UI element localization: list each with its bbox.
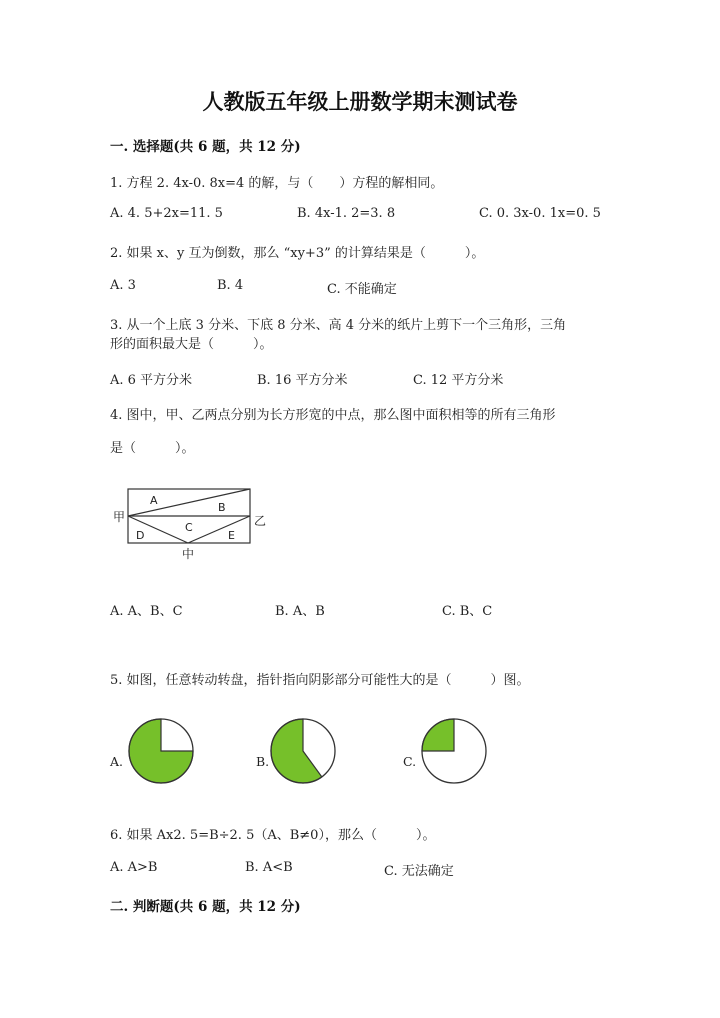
question-3-option-a[interactable]: A. 6 平方分米: [110, 373, 193, 388]
question-4-option-c[interactable]: C. B、C: [442, 604, 493, 619]
question-1-text: 1. 方程 2. 4x-0. 8x=4 的解，与（ ）方程的解相同。: [110, 176, 444, 191]
question-3-option-c[interactable]: C. 12 平方分米: [413, 373, 504, 388]
label-yi: 乙: [254, 514, 267, 528]
question-6-option-a[interactable]: A. A>B: [110, 860, 158, 875]
section-heading-judgement: 二. 判断题(共 6 题，共 12 分): [110, 899, 301, 915]
figure-right-slant: [188, 516, 250, 543]
question-4-text-line1: 4. 图中，甲、乙两点分别为长方形宽的中点，那么图中面积相等的所有三角形: [110, 408, 556, 423]
question-1-option-b[interactable]: B. 4x-1. 2=3. 8: [297, 206, 396, 221]
question-2-option-c[interactable]: C. 不能确定: [327, 282, 397, 297]
rectangle-triangle-figure: [100, 478, 280, 566]
question-6-option-c[interactable]: C. 无法确定: [384, 864, 454, 879]
question-5-option-b[interactable]: B.: [256, 754, 270, 769]
question-5-text: 5. 如图，任意转动转盘，指针指向阴影部分可能性大的是（ ）图。: [110, 673, 530, 688]
question-3-option-b[interactable]: B. 16 平方分米: [257, 373, 348, 388]
spinner-b: [268, 716, 338, 786]
label-region-c: C: [185, 521, 193, 534]
label-jia: 甲: [113, 510, 126, 524]
question-2-option-b[interactable]: B. 4: [217, 278, 244, 293]
question-4-option-b[interactable]: B. A、B: [275, 604, 325, 619]
label-region-e: E: [228, 529, 235, 542]
question-5-option-a[interactable]: A.: [110, 754, 124, 769]
label-region-d: D: [136, 529, 145, 542]
question-3-text-line1: 3. 从一个上底 3 分米、下底 8 分米、高 4 分米的纸片上剪下一个三角形，三角: [110, 318, 567, 333]
spinner-c: [419, 716, 489, 786]
question-1-option-a[interactable]: A. 4. 5+2x=11. 5: [110, 206, 223, 221]
question-4-option-a[interactable]: A. A、B、C: [110, 604, 183, 619]
question-5-option-c[interactable]: C.: [403, 754, 417, 769]
question-3-text-line2: 形的面积最大是（ ）。: [110, 337, 273, 352]
label-region-a: A: [150, 494, 158, 507]
question-2-option-a[interactable]: A. 3: [110, 278, 136, 293]
page-title: 人教版五年级上册数学期末测试卷: [202, 89, 518, 114]
label-zhong: 中: [182, 547, 195, 561]
label-region-b: B: [218, 501, 226, 514]
question-4-text-line2: 是（ ）。: [110, 441, 195, 456]
question-2-text: 2. 如果 x、y 互为倒数，那么 “xy+3” 的计算结果是（ ）。: [110, 246, 485, 261]
question-6-option-b[interactable]: B. A<B: [245, 860, 293, 875]
question-6-text: 6. 如果 Ax2. 5=B÷2. 5（A、B≠0），那么（ ）。: [110, 828, 436, 843]
figure-diagonal: [128, 489, 250, 516]
question-1-option-c[interactable]: C. 0. 3x-0. 1x=0. 5: [479, 206, 601, 221]
spinner-a: [126, 716, 196, 786]
section-heading-choice: 一. 选择题(共 6 题，共 12 分): [110, 139, 301, 155]
spinner-b-shaded-sector: [271, 719, 322, 783]
